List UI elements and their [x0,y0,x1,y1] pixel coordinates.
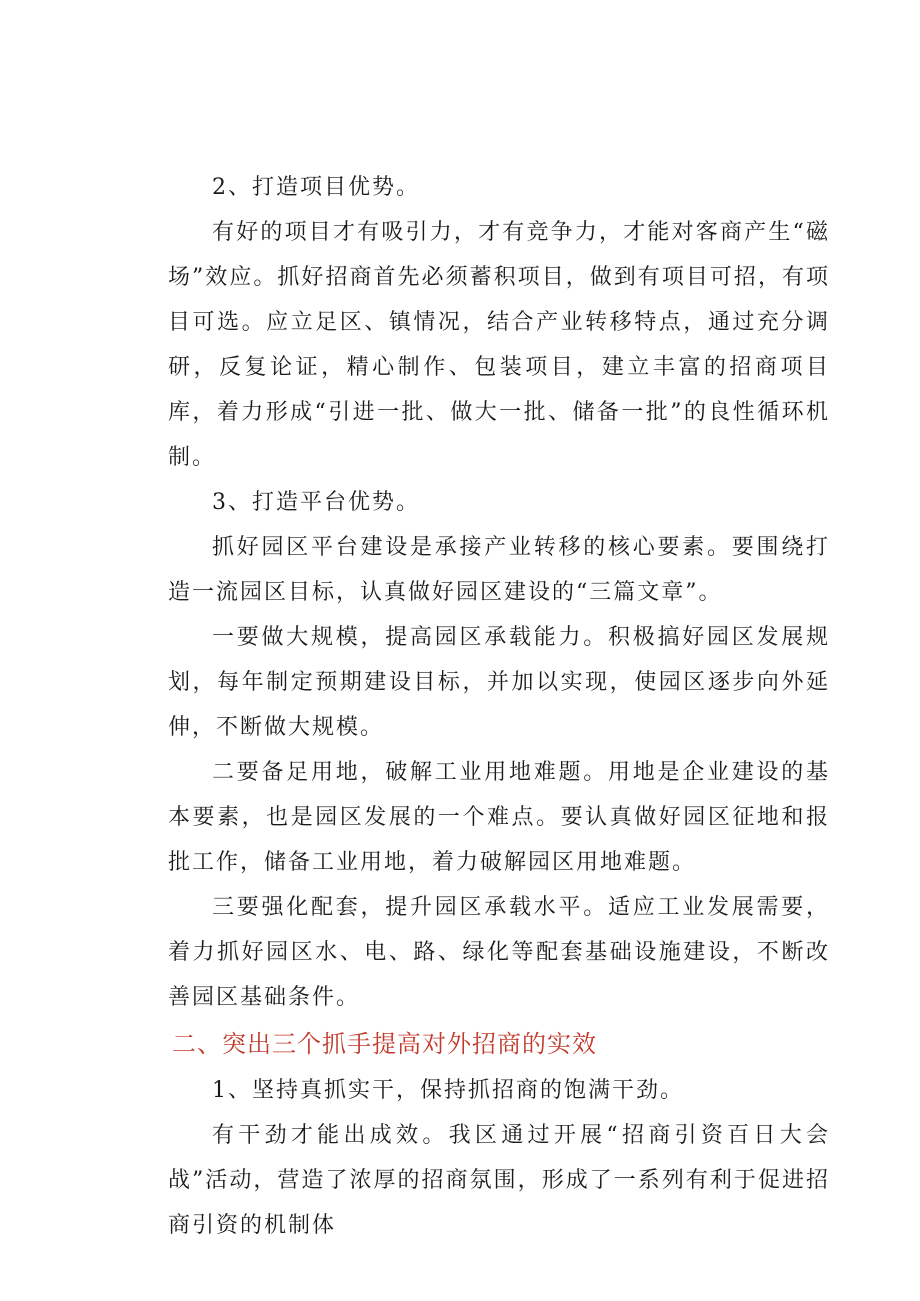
paragraph-infrastructure: 三要强化配套，提升园区承载水平。适应工业发展需要，着力抓好园区水、电、路、绿化等配套基础设施建设，不断改善园区基础条件。 [168,895,830,1010]
paragraph-project-attraction: 有好的项目才有吸引力，才有竞争力，才能对客商产生“磁场”效应。抓好招商首先必须蓄积项目，做到有项目可招，有项目可选。应立足区、镇情况，结合产业转移特点，通过充分调研，反复论证，精心制作、包装项目，建立丰富的招商项目库，着力形成“引进一批、做大一批、储备一批”的良性循环机制。 [168,220,830,470]
subheading-hard-work: 1、坚持真抓实干，保持抓招商的饱满干劲。 [212,1078,684,1103]
subheading-project-advantage: 2、打造项目优势。 [212,175,420,200]
paragraph-results: 有干劲才能出成效。我区通过开展“招商引资百日大会战”活动，营造了浓厚的招商氛围，形成了一系列有利于促进招商引资的机制体 [168,1123,830,1238]
subheading-platform-advantage: 3、打造平台优势。 [212,490,420,515]
section-heading-three-levers: 二、突出三个抓手提高对外招商的实效 [172,1030,597,1058]
paragraph-land-use: 二要备足用地，破解工业用地难题。用地是企业建设的基本要素，也是园区发展的一个难点。要认真做好园区征地和报批工作，储备工业用地，着力破解园区用地难题。 [168,760,830,875]
paragraph-scale: 一要做大规模，提高园区承载能力。积极搞好园区发展规划，每年制定预期建设目标，并加以实现，使园区逐步向外延伸，不断做大规模。 [168,625,830,740]
document-body [168,165,830,1248]
paragraph-park-platform: 抓好园区平台建设是承接产业转移的核心要素。要围绕打造一流园区目标，认真做好园区建设的“三篇文章”。 [168,535,830,605]
